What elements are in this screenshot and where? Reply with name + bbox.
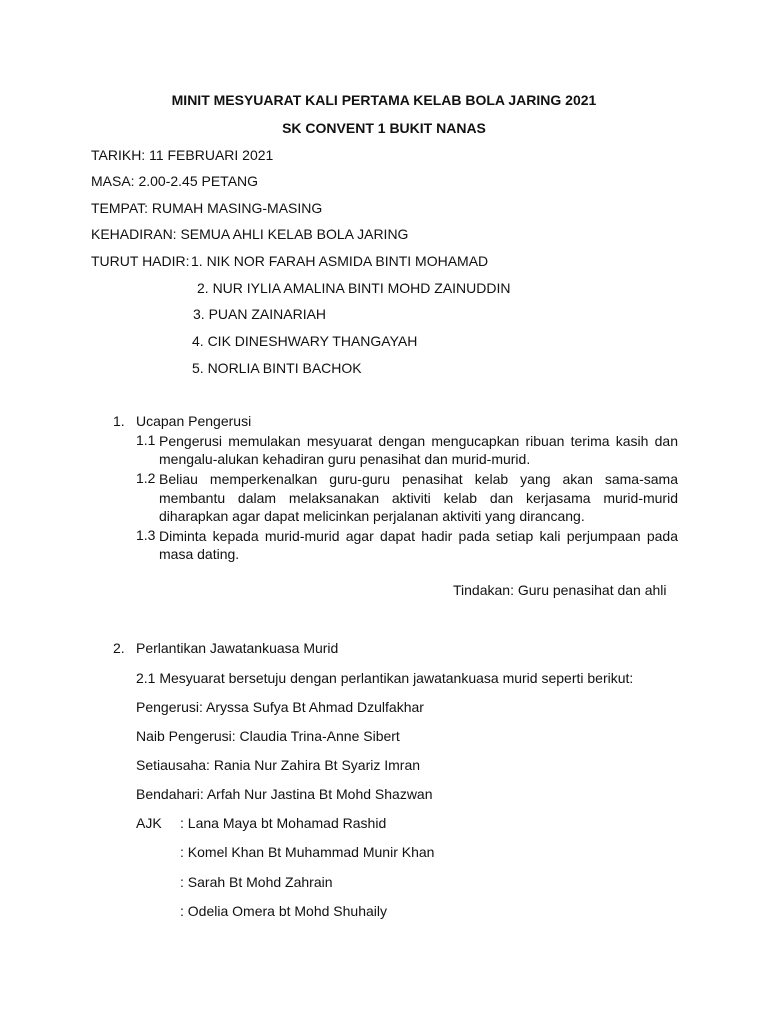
also-present-item: 1. NIK NOR FARAH ASMIDA BINTI MOHAMAD <box>191 253 489 269</box>
committee-chair: Pengerusi: Aryssa Sufya Bt Ahmad Dzulfakhar <box>136 699 424 715</box>
item-number: 1.1 <box>136 432 156 448</box>
document-title: MINIT MESYUARAT KALI PERTAMA KELAB BOLA JARING 2021 <box>171 92 597 108</box>
venue-line: TEMPAT: RUMAH MASING-MASING <box>91 200 323 216</box>
committee-ajk-member: : Komel Khan Bt Muhammad Munir Khan <box>180 844 435 860</box>
date-line: TARIKH: 11 FEBRUARI 2021 <box>91 147 274 163</box>
committee-ajk-member: : Lana Maya bt Mohamad Rashid <box>180 815 387 831</box>
committee-intro: 2.1 Mesyuarat bersetuju dengan perlantikan jawatankuasa murid seperti berikut: <box>136 670 634 686</box>
item-text-line: Pengerusi memulakan mesyuarat dengan mengucapkan ribuan terima kasih dan <box>159 433 678 449</box>
also-present-item: 4. CIK DINESHWARY THANGAYAH <box>192 333 418 349</box>
item-text-line: diharapkan agar dapat melicinkan perjalanan aktiviti yang dirancang. <box>159 508 585 524</box>
item-text-line: masa dating. <box>159 546 240 562</box>
also-present-label: TURUT HADIR: <box>91 253 190 269</box>
time-line: MASA: 2.00-2.45 PETANG <box>91 173 259 189</box>
section-heading: Ucapan Pengerusi <box>136 413 252 429</box>
committee-treasurer: Bendahari: Arfah Nur Jastina Bt Mohd Shazwan <box>136 786 433 802</box>
committee-ajk-label: AJK <box>136 815 162 831</box>
item-text-line: mengalu-alukan kehadiran guru penasihat dan murid-murid. <box>159 451 531 467</box>
committee-secretary: Setiausaha: Rania Nur Zahira Bt Syariz Imran <box>136 757 421 773</box>
committee-ajk-member: : Sarah Bt Mohd Zahrain <box>180 874 333 890</box>
section-number: 2. <box>113 640 125 656</box>
also-present-item: 3. PUAN ZAINARIAH <box>193 306 327 322</box>
item-number: 1.2 <box>136 470 156 486</box>
item-text-line: Beliau memperkenalkan guru-guru penasihat kelab yang akan sama-sama <box>159 471 678 487</box>
action-note: Tindakan: Guru penasihat dan ahli <box>453 582 667 598</box>
item-number: 1.3 <box>136 527 156 543</box>
section-heading: Perlantikan Jawatankuasa Murid <box>136 640 339 656</box>
section-number: 1. <box>113 413 125 429</box>
document-subtitle: SK CONVENT 1 BUKIT NANAS <box>282 120 486 136</box>
also-present-item: 2. NUR IYLIA AMALINA BINTI MOHD ZAINUDDIN <box>197 280 511 296</box>
item-text-line: Diminta kepada murid-murid agar dapat hadir pada setiap kali perjumpaan pada <box>159 528 678 544</box>
committee-vice-chair: Naib Pengerusi: Claudia Trina-Anne Sibert <box>136 728 400 744</box>
attendance-line: KEHADIRAN: SEMUA AHLI KELAB BOLA JARING <box>91 226 409 242</box>
committee-ajk-member: : Odelia Omera bt Mohd Shuhaily <box>180 903 387 919</box>
also-present-item: 5. NORLIA BINTI BACHOK <box>192 360 362 376</box>
item-text-line: membantu dalam melaksanakan aktiviti kelab dan kerjasama murid-murid <box>159 490 678 506</box>
